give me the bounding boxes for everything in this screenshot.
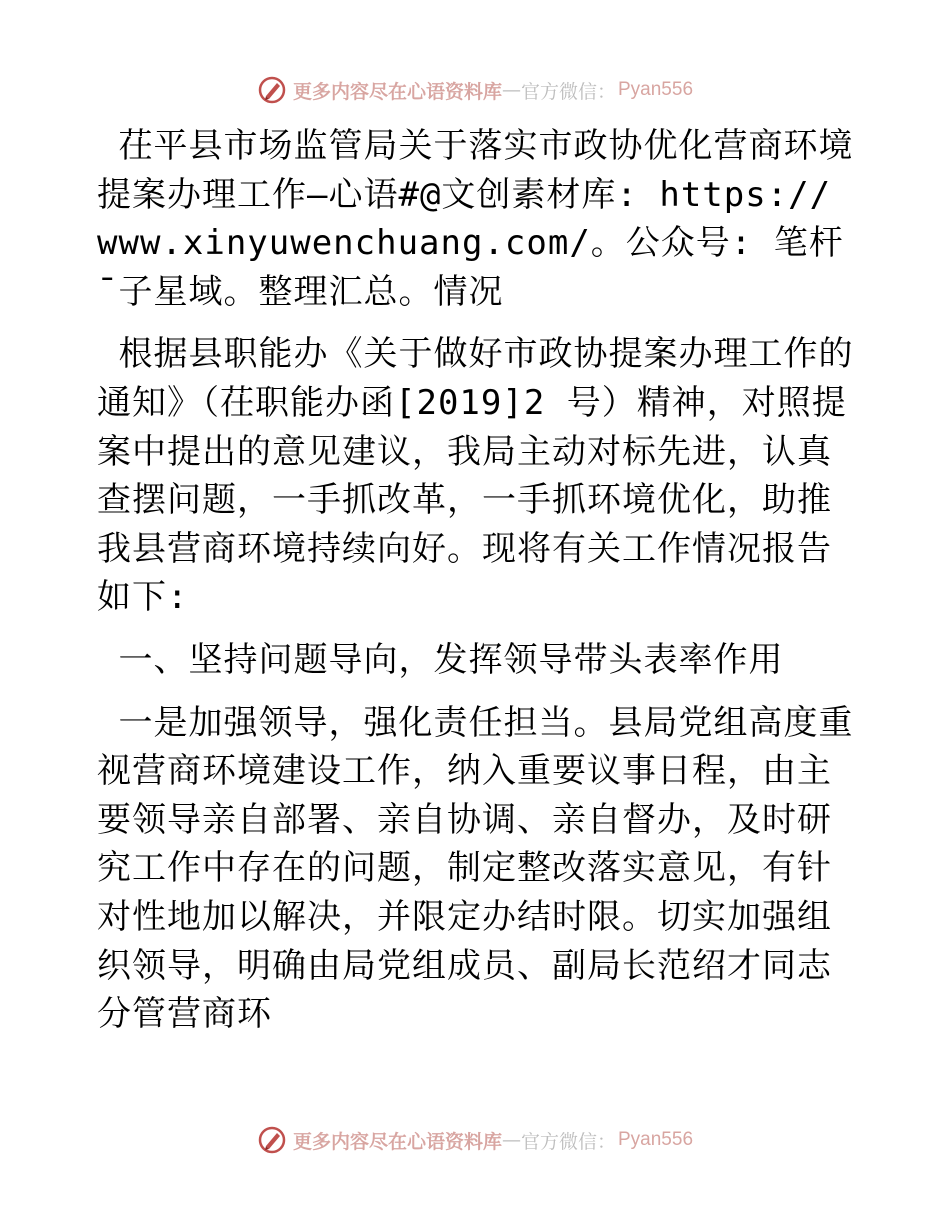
paragraph-intro: 根据县职能办《关于做好市政协提案办理工作的通知》（茌职能办函[2019]2 号）精神，对照提案中提出的意见建议，我局主动对标先进，认真查摆问题，一手抓改革，一手抓环境优化，助推我县营商环境持续向好。现将有关工作情况报告如下: <box>97 334 854 618</box>
watermark-separator: — <box>501 1129 521 1151</box>
pen-logo-icon <box>257 75 287 105</box>
header-watermark <box>0 70 950 110</box>
pen-logo-icon <box>257 1125 287 1155</box>
watermark-wechat-id: Pyan556 <box>618 1129 694 1150</box>
document-title: 茌平县市场监管局关于落实市政协优化营商环境提案办理工作—心语#@文创素材库: https:// www.xinyuwenchuang.com/。公众号: 笔杆¯子星域。整理汇总。情况 <box>97 126 854 312</box>
section-heading-1: 一、坚持问题导向，发挥领导带头表率作用 <box>97 639 784 680</box>
watermark-wechat-id: Pyan556 <box>618 79 694 100</box>
paragraph-point-1: 一是加强领导，强化责任担当。县局党组高度重视营商环境建设工作，纳入重要议事日程，由主要领导亲自部署、亲自协调、亲自督办，及时研究工作中存在的问题，制定整改落实意见，有针对性地加以解决，并限定办结时限。切实加强组织领导，明确由局党组成员、副局长范绍才同志分管营商环 <box>97 702 854 1035</box>
footer-watermark <box>0 1120 950 1160</box>
document-body <box>97 122 857 1039</box>
watermark-separator: — <box>501 79 521 101</box>
watermark-label: 官方微信： <box>520 80 616 103</box>
watermark-text: 更多内容尽在心语资料库 <box>292 1130 502 1153</box>
watermark-label: 官方微信： <box>520 1130 616 1153</box>
watermark-text: 更多内容尽在心语资料库 <box>292 80 502 103</box>
